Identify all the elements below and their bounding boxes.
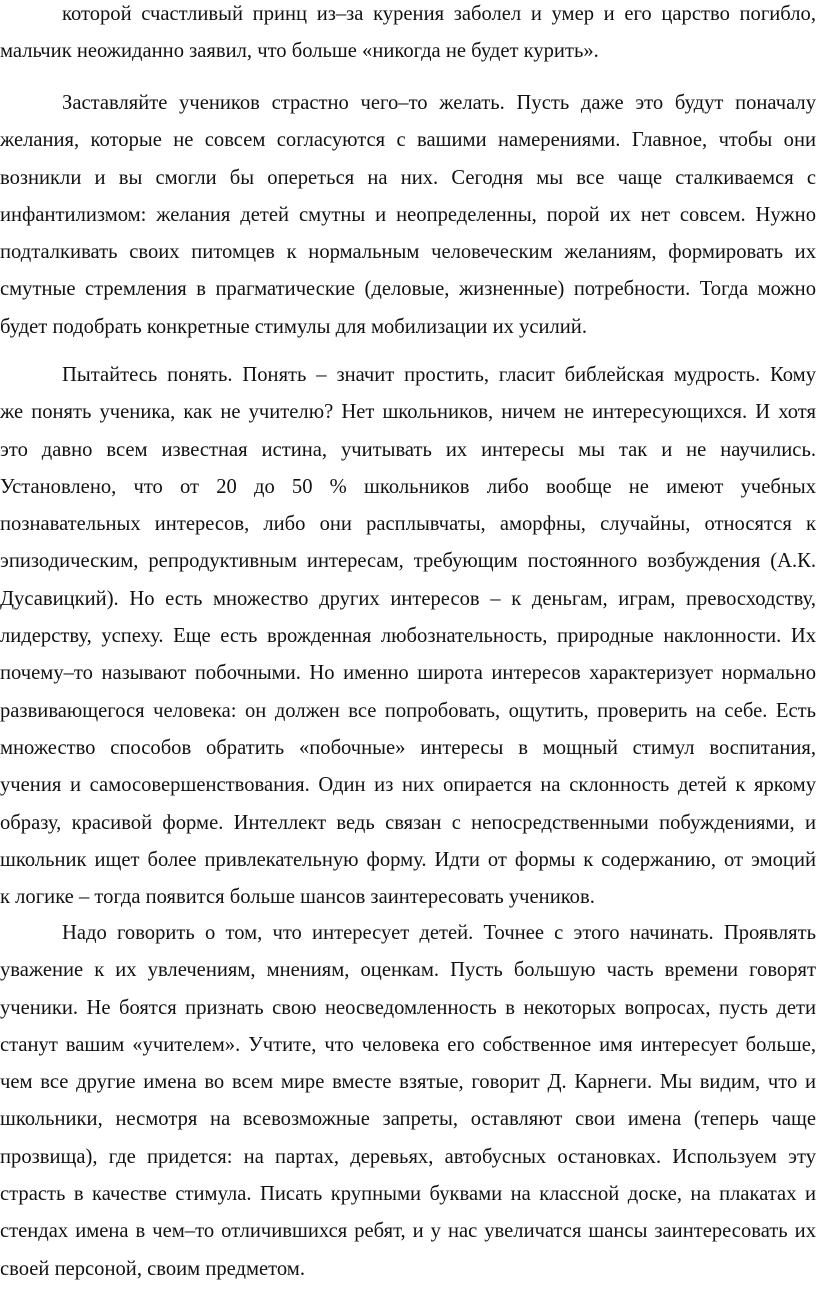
text-line: чем все другие имена во всем мире вместе взятые, говорит Д. Карнеги. Мы видим, что и (0, 1071, 816, 1094)
text-line: это давно всем известная истина, учитывать их интересы мы так и не научились. (0, 438, 816, 461)
text-line: к логике – тогда появится больше шансов заинтересовать учеников. (0, 886, 595, 909)
text-line: будет подобрать конкретные стимулы для мобилизации их усилий. (0, 315, 587, 338)
text-line: учения и самосовершенствования. Один из них опирается на склонность детей к яркому (0, 774, 816, 797)
text-line: стендах имена в чем–то отличившихся ребят, и у нас увеличатся шансы заинтересовать их (0, 1220, 816, 1243)
text-line: страсть в качестве стимула. Писать крупными буквами на классной доске, на плакатах и (0, 1183, 816, 1206)
text-line: лидерству, успеху. Еще есть врожденная любознательность, природные наклонности. Их (0, 625, 816, 648)
text-line: станут вашим «учителем». Учтите, что человека его собственное имя интересует больше, (0, 1033, 816, 1056)
text-line: почему–то называют побочными. Но именно широта интересов характеризует нормально (0, 662, 816, 685)
text-line: школьник ищет более привлекательную форму. Идти от формы к содержанию, от эмоций (0, 848, 816, 871)
paragraph-3 (0, 357, 816, 916)
text-line: которой счастливый принц из–за курения заболел и умер и его царство погибло, (62, 3, 816, 25)
text-line: Дусавицкий). Но есть множество других интересов – к деньгам, играм, превосходству, (0, 587, 816, 610)
text-line: прозвища), где придется: на партах, деревьях, автобусных остановках. Используем эту (0, 1145, 816, 1168)
text-line: школьники, несмотря на всевозможные запреты, оставляют свои имена (теперь чаще (0, 1108, 816, 1131)
paragraph-4 (0, 915, 816, 1288)
text-line: образу, красивой форме. Интеллект ведь связан с непосредственными побуждениями, и (0, 811, 816, 834)
text-line: Заставляйте учеников страстно чего–то желать. Пусть даже это будут поначалу (62, 92, 816, 114)
text-line: своей персоной, своим предметом. (0, 1257, 305, 1280)
text-line: возникли и вы смогли бы опереться на них. Сегодня мы все чаще сталкиваемся с (0, 166, 816, 189)
text-line: Надо говорить о том, что интересует детей. Точнее с этого начинать. Проявлять (62, 922, 816, 944)
text-line: Установлено, что от 20 до 50 % школьников либо вообще не имеют учебных (0, 475, 816, 498)
text-line: уважение к их увлечениям, мнениям, оценкам. Пусть большую часть времени говорят (0, 959, 816, 982)
text-line: ученики. Не боятся признать свою неосведомленность в некоторых вопросах, пусть дети (0, 996, 816, 1019)
text-line: множество способов обратить «побочные» интересы в мощный стимул воспитания, (0, 736, 816, 759)
text-line: эпизодическим, репродуктивным интересам, требующим постоянного возбуждения (А.К. (0, 550, 816, 573)
text-line: познавательных интересов, либо они расплывчаты, аморфны, случайны, относятся к (0, 513, 816, 536)
text-line: инфантилизмом: желания детей смутны и неопределенны, порой их нет совсем. Нужно (0, 203, 816, 226)
text-line: мальчик неожиданно заявил, что больше «никогда не будет курить». (0, 40, 599, 63)
paragraph-2 (0, 85, 816, 346)
text-line: Пытайтесь понять. Понять – значит простить, гласит библейская мудрость. Кому (62, 364, 816, 386)
text-line: развивающегося человека: он должен все попробовать, ощутить, проверить на себе. Есть (0, 699, 816, 722)
paragraph-1 (0, 0, 816, 71)
text-line: подталкивать своих питомцев к нормальным человеческим желаниям, формировать их (0, 241, 816, 264)
text-line: желания, которые не совсем согласуются с вашими намерениями. Главное, чтобы они (0, 129, 816, 152)
text-line: смутные стремления в прагматические (деловые, жизненные) потребности. Тогда можно (0, 278, 816, 301)
text-line: же понять ученика, как не учителю? Нет школьников, ничем не интересующихся. И хотя (0, 401, 816, 424)
